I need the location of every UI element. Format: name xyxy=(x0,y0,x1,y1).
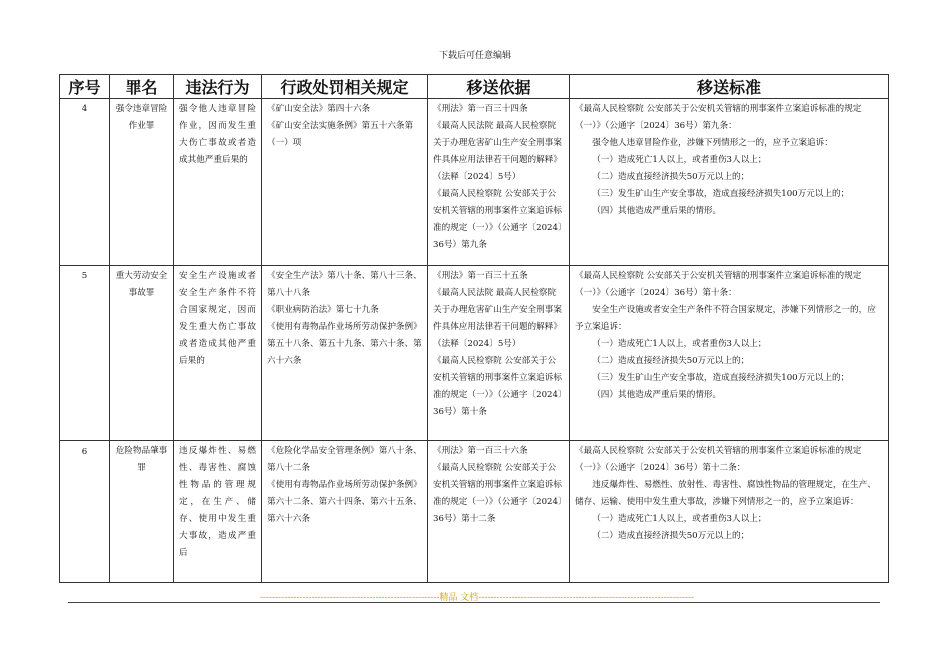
penalty-regulations xyxy=(262,441,428,583)
standard-item: （一）造成死亡1人以上，或者重伤3人以上； xyxy=(592,514,767,524)
col-header-behavior: 违法行为 xyxy=(174,75,262,99)
penalty-regulations xyxy=(262,266,428,441)
standard-intro: 《最高人民检察院 公安部关于公安机关管辖的刑事案件立案追诉标准的规定（一）》（公通字〔2024〕36号）第十二条： xyxy=(575,446,862,473)
table-header-row xyxy=(60,75,889,99)
regulation-item: 《职业病防治法》第七十九条 xyxy=(267,305,379,315)
footer-dashes-right: ----------------------------------------------------------------------- xyxy=(478,593,695,603)
col-header-number: 序号 xyxy=(60,75,110,99)
illegal-behavior: 安全生产设施或者安全生产条件不符合国家规定，因而发生重大伤亡事故或者造成其他严重后果的 xyxy=(174,266,262,441)
basis-item: 《刑法》第一百三十六条 xyxy=(433,446,528,456)
transfer-basis xyxy=(428,266,570,441)
standard-item: （一）造成死亡1人以上，或者重伤3人以上； xyxy=(592,155,767,165)
standard-intro: 《最高人民检察院 公安部关于公安机关管辖的刑事案件立案追诉标准的规定（一）》（公通字〔2024〕36号）第十条： xyxy=(575,271,862,298)
transfer-standard xyxy=(570,99,889,266)
illegal-behavior: 违反爆炸性、易燃性、毒害性、腐蚀性物品的管理规定，在生产、储存、使用中发生重大事故，造成严重后 xyxy=(174,441,262,583)
footer-label: 精品 文档 xyxy=(439,593,479,603)
basis-item: 《最高人民法院 最高人民检察院关于办理危害矿山生产安全刑事案件具体应用法律若干问题的解释》（法释〔2024〕5号） xyxy=(433,288,562,349)
col-header-regulations: 行政处罚相关规定 xyxy=(262,75,428,99)
crime-name: 强令违章冒险作业罪 xyxy=(110,99,174,266)
transfer-standard xyxy=(570,266,889,441)
basis-item: 《刑法》第一百三十五条 xyxy=(433,271,528,281)
penalty-regulations xyxy=(262,99,428,266)
header-note: 下载后可任意编辑 xyxy=(438,51,511,61)
regulation-item: 《使用有毒物品作业场所劳动保护条例》第六十二条、第六十四条、第六十五条、第六十六条 xyxy=(267,480,422,524)
row-number: 4 xyxy=(60,99,110,266)
basis-item: 《最高人民检察院 公安部关于公安机关管辖的刑事案件立案追诉标准的规定（一）》（公通字〔2024〕36号）第九条 xyxy=(433,189,563,250)
standard-item: （三）发生矿山生产安全事故，造成直接经济损失100万元以上的； xyxy=(592,373,850,383)
standard-body: 违反爆炸性、易燃性、放射性、毒害性、腐蚀性物品的管理规定，在生产、储存、运输、使用中发生重大事故，涉嫌下列情形之一的，应予立案追诉： xyxy=(575,480,876,507)
standard-item: （四）其他造成严重后果的情形。 xyxy=(592,390,722,400)
table-row xyxy=(60,99,889,266)
table-row xyxy=(60,441,889,583)
standard-body: 安全生产设施或者安全生产条件不符合国家规定，涉嫌下列情形之一的，应予立案追诉： xyxy=(575,305,876,332)
basis-item: 《最高人民检察院 公安部关于公安机关管辖的刑事案件立案追诉标准的规定（一）》（公通字〔2024〕36号）第十条 xyxy=(433,356,563,417)
regulation-item: 《安全生产法》第八十条、第八十三条、第八十八条 xyxy=(267,271,422,298)
transfer-standard xyxy=(570,441,889,583)
transfer-basis xyxy=(428,99,570,266)
col-header-basis: 移送依据 xyxy=(428,75,570,99)
regulation-item: 《矿山安全法》第四十六条 xyxy=(267,104,371,114)
standard-item: （四）其他造成严重后果的情形。 xyxy=(592,206,722,216)
col-header-standard: 移送标准 xyxy=(570,75,889,99)
standard-item: （二）造成直接经济损失50万元以上的； xyxy=(592,531,750,541)
standard-item: （一）造成死亡1人以上，或者重伤3人以上； xyxy=(592,339,767,349)
regulation-item: 《使用有毒物品作业场所劳动保护条例》第五十八条、第五十九条、第六十条、第六十六条 xyxy=(267,322,422,366)
illegal-behavior: 强令他人违章冒险作业，因而发生重大伤亡事故或者造成其他严重后果的 xyxy=(174,99,262,266)
basis-item: 《刑法》第一百三十四条 xyxy=(433,104,528,114)
crime-name: 危险物品肇事罪 xyxy=(110,441,174,583)
row-number: 5 xyxy=(60,266,110,441)
row-number: 6 xyxy=(60,441,110,583)
table-row xyxy=(60,266,889,441)
transfer-basis xyxy=(428,441,570,583)
standard-item: （三）发生矿山生产安全事故，造成直接经济损失100万元以上的； xyxy=(592,189,850,199)
regulation-item: 《矿山安全法实施条例》第五十六条第（一）项 xyxy=(267,121,414,148)
footer-divider xyxy=(68,602,880,603)
footer-dashes-left: ----------------------------------------------------------- xyxy=(259,593,440,603)
crime-name: 重大劳动安全事故罪 xyxy=(110,266,174,441)
regulation-item: 《危险化学品安全管理条例》第八十条、第八十二条 xyxy=(267,446,422,473)
standard-intro: 《最高人民检察院 公安部关于公安机关管辖的刑事案件立案追诉标准的规定（一）》（公通字〔2024〕36号）第九条： xyxy=(575,104,862,131)
document-table xyxy=(59,74,889,583)
standard-body: 强令他人违章冒险作业，涉嫌下列情形之一的，应予立案追诉： xyxy=(592,138,833,148)
col-header-crime: 罪名 xyxy=(110,75,174,99)
basis-item: 《最高人民检察院 公安部关于公安机关管辖的刑事案件立案追诉标准的规定（一）》（公通字〔2024〕36号）第十二条 xyxy=(433,463,563,524)
standard-item: （二）造成直接经济损失50万元以上的； xyxy=(592,172,750,182)
basis-item: 《最高人民法院 最高人民检察院关于办理危害矿山生产安全刑事案件具体应用法律若干问题的解释》（法释〔2024〕5号） xyxy=(433,121,562,182)
standard-item: （二）造成直接经济损失50万元以上的； xyxy=(592,356,750,366)
